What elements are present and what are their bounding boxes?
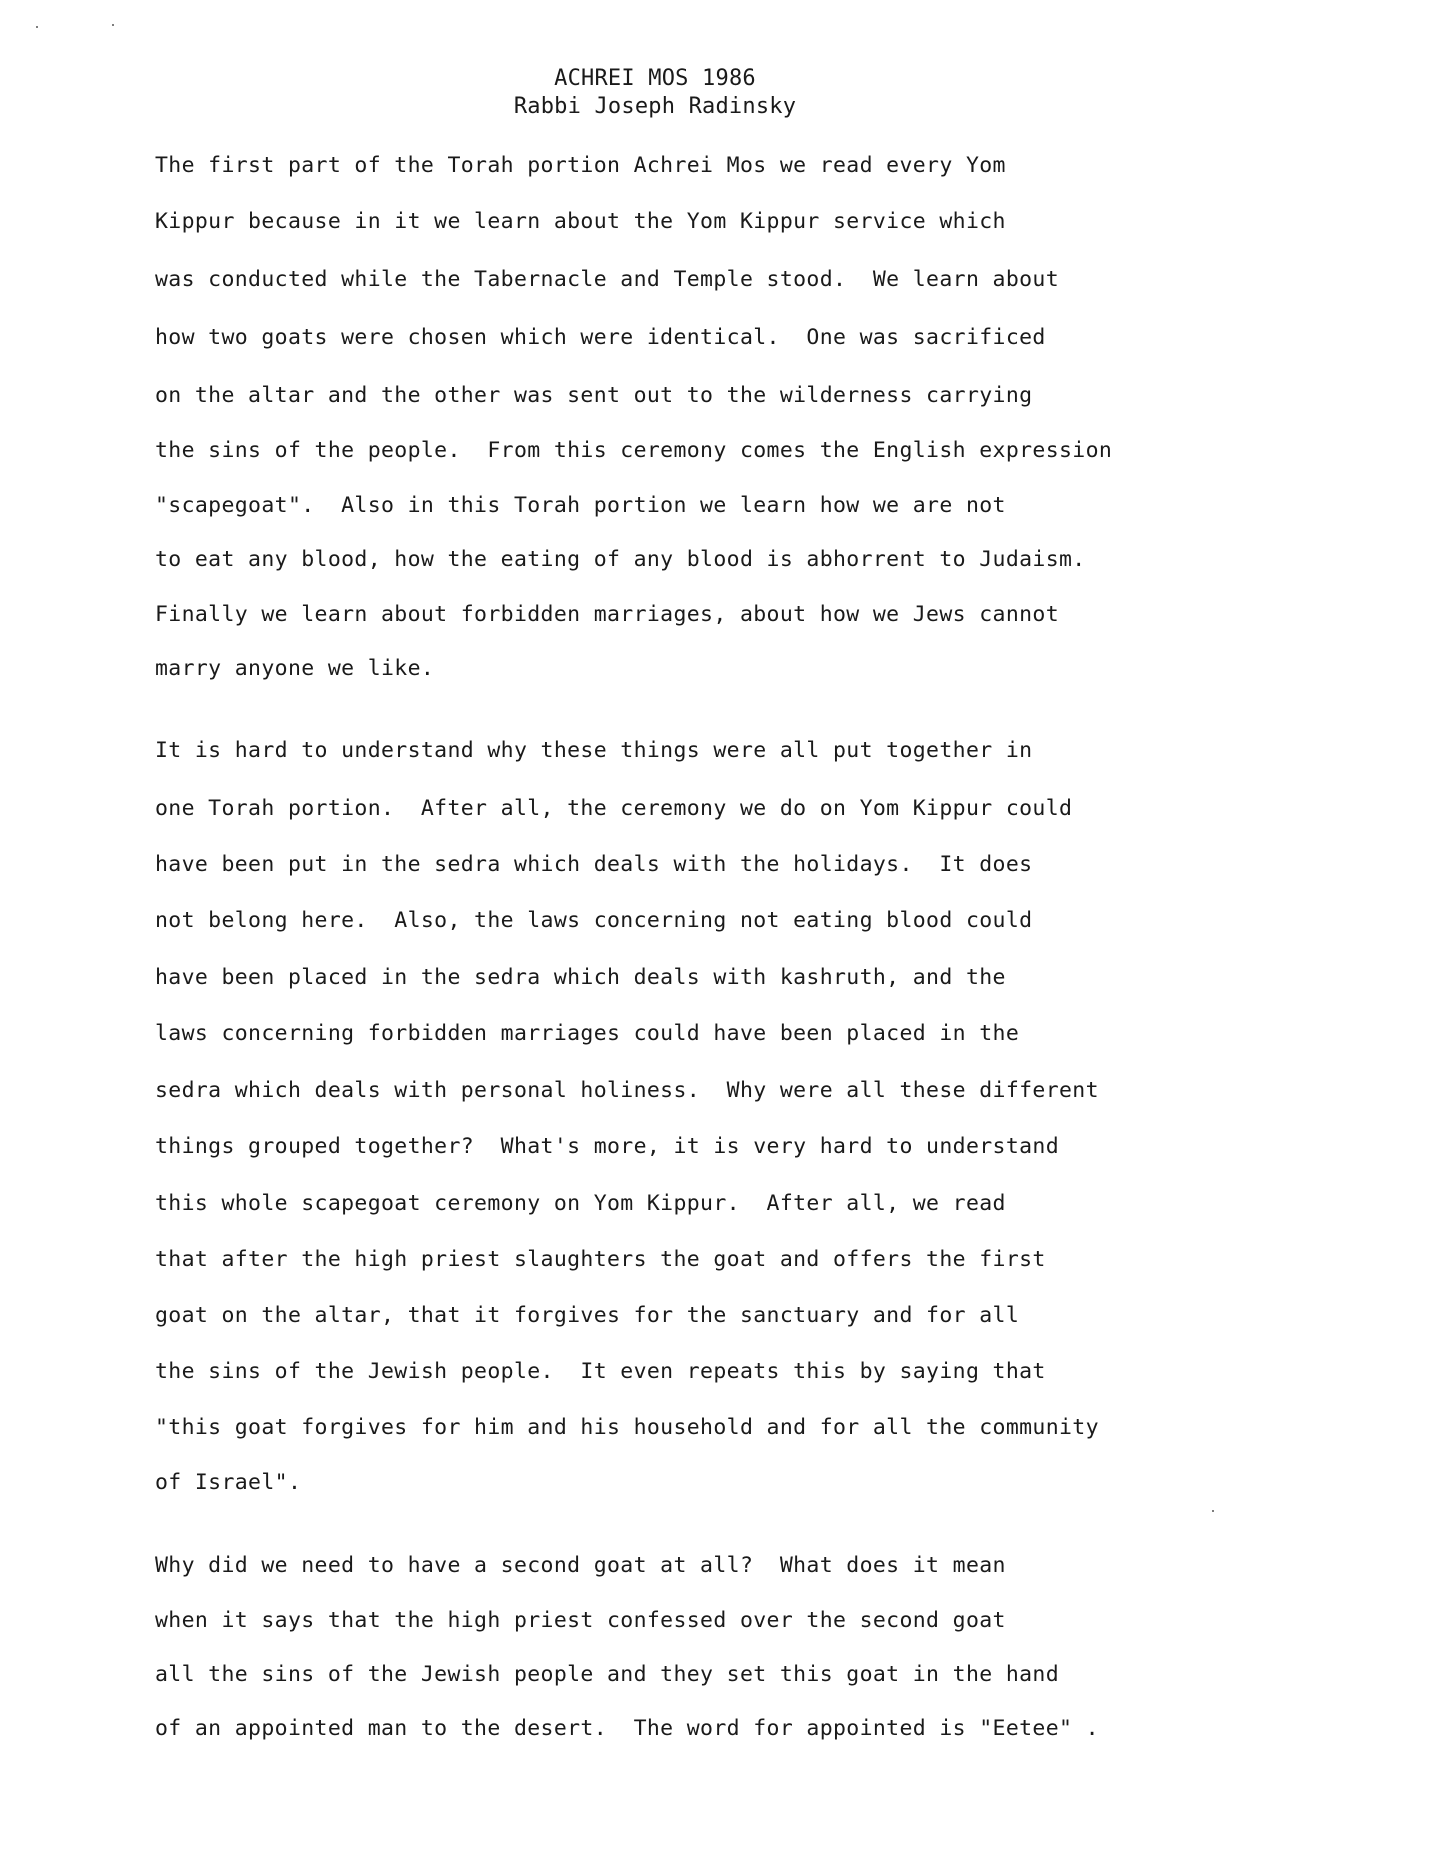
scan-speck (1212, 1510, 1214, 1512)
text-line: marry anyone we like. (155, 656, 435, 681)
text-line: Finally we learn about forbidden marriages, about how we Jews cannot (155, 602, 1059, 627)
text-line: when it says that the high priest confessed over the second goat (155, 1608, 1006, 1633)
scan-speck (112, 24, 114, 26)
text-line: "scapegoat". Also in this Torah portion we learn how we are not (155, 493, 1006, 518)
text-line: laws concerning forbidden marriages could have been placed in the (155, 1021, 1020, 1046)
text-line: have been put in the sedra which deals with the holidays. It does (155, 852, 1033, 877)
text-line: of an appointed man to the desert. The word for appointed is "Eetee" . (155, 1716, 1099, 1741)
text-line: It is hard to understand why these things were all put together in (155, 738, 1033, 763)
scan-speck (36, 26, 38, 28)
text-line: goat on the altar, that it forgives for the sanctuary and for all (155, 1303, 1020, 1328)
text-line: Why did we need to have a second goat at all? What does it mean (155, 1553, 1006, 1578)
text-line: things grouped together? What's more, it is very hard to understand (155, 1134, 1059, 1159)
text-line: "this goat forgives for him and his household and for all the community (155, 1415, 1099, 1440)
text-line: that after the high priest slaughters the goat and offers the first (155, 1247, 1046, 1272)
text-line: of Israel". (155, 1470, 302, 1495)
text-line: this whole scapegoat ceremony on Yom Kippur. After all, we read (155, 1191, 1006, 1216)
text-line: one Torah portion. After all, the ceremony we do on Yom Kippur could (155, 796, 1073, 821)
text-line: all the sins of the Jewish people and they set this goat in the hand (155, 1662, 1059, 1687)
text-line: to eat any blood, how the eating of any blood is abhorrent to Judaism. (155, 547, 1086, 572)
text-line: the sins of the people. From this ceremony comes the English expression (155, 438, 1113, 463)
text-line: on the altar and the other was sent out to the wilderness carrying (155, 383, 1033, 408)
text-line: sedra which deals with personal holiness. Why were all these different (155, 1078, 1099, 1103)
text-line: not belong here. Also, the laws concerning not eating blood could (155, 908, 1033, 933)
text-line: The first part of the Torah portion Achrei Mos we read every Yom (155, 153, 1006, 178)
document-title: ACHREI MOS 1986 (554, 66, 756, 91)
text-line: the sins of the Jewish people. It even repeats this by saying that (155, 1359, 1046, 1384)
text-line: how two goats were chosen which were identical. One was sacrificed (155, 325, 1046, 350)
text-line: was conducted while the Tabernacle and Temple stood. We learn about (155, 267, 1059, 292)
document-author: Rabbi Joseph Radinsky (513, 94, 797, 119)
text-line: Kippur because in it we learn about the Yom Kippur service which (155, 209, 1006, 234)
text-line: have been placed in the sedra which deals with kashruth, and the (155, 965, 1006, 990)
